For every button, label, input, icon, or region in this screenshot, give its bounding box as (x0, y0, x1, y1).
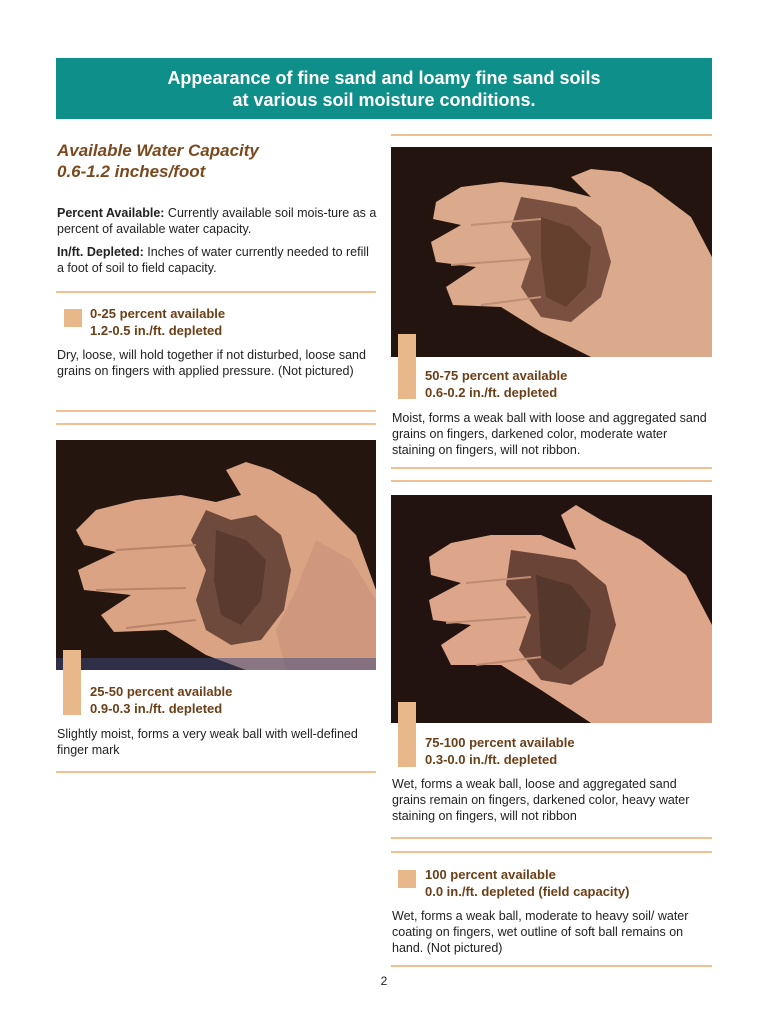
divider (391, 134, 712, 136)
section-heading-100 (425, 866, 710, 900)
section-heading-0-25 (90, 305, 370, 339)
divider (391, 965, 712, 967)
divider (56, 771, 376, 773)
in-ft-depleted: 0.9-0.3 in./ft. depleted (90, 701, 223, 716)
percent-available: 0-25 percent available (90, 306, 226, 321)
page-number: 2 (380, 974, 388, 988)
definition-percent-available (57, 205, 379, 237)
divider (391, 837, 712, 839)
percent-available: 100 percent available (425, 867, 556, 882)
section-description-100: Wet, forms a weak ball, moderate to heavy soil/ water coating on fingers, wet outline of soft ball remains on hand. (Not pictured) (392, 909, 689, 955)
hand-illustration (56, 440, 376, 670)
percent-available: 75-100 percent available (425, 735, 575, 750)
section-marker (398, 870, 416, 888)
section-marker (398, 702, 416, 767)
section-description-50-75: Moist, forms a weak ball with loose and aggregated sand grains on fingers, darkened color, moderate water staining on fingers, will not ribbon. (392, 411, 707, 457)
definition-text: Currently available soil mois-ture as a percent of available water capacity. (57, 206, 377, 236)
capacity-value: 0.6-1.2 inches/foot (57, 162, 206, 181)
section-heading-25-50 (90, 683, 370, 717)
hand-soil-photo-25-50 (56, 440, 376, 670)
definition-text: Inches of water currently needed to refill a foot of soil to field capacity. (57, 245, 369, 275)
definition-in-ft-depleted (57, 244, 379, 276)
hand-soil-photo-75-100 (391, 495, 712, 723)
title-line-2: at various soil moisture conditions. (232, 90, 536, 110)
in-ft-depleted: 0.6-0.2 in./ft. depleted (425, 385, 558, 400)
divider (56, 291, 376, 293)
title-line-1: Appearance of fine sand and loamy fine sand soils (167, 68, 601, 88)
section-marker (63, 650, 81, 715)
section-description-75-100: Wet, forms a weak ball, loose and aggregated sand grains remain on fingers, darkened color, heavy water staining on fingers, will not ribbon (392, 777, 690, 823)
divider (56, 423, 376, 425)
section-description-25-50: Slightly moist, forms a very weak ball with well-defined finger mark (57, 727, 358, 757)
percent-available: 25-50 percent available (90, 684, 233, 699)
hand-illustration (391, 495, 712, 723)
divider (391, 467, 712, 469)
divider (391, 851, 712, 853)
title-banner (56, 58, 712, 119)
divider (56, 410, 376, 412)
percent-available: 50-75 percent available (425, 368, 568, 383)
in-ft-depleted: 0.3-0.0 in./ft. depleted (425, 752, 558, 767)
divider (391, 480, 712, 482)
capacity-heading (57, 140, 367, 182)
in-ft-depleted: 0.0 in./ft. depleted (field capacity) (425, 884, 630, 899)
hand-illustration (391, 147, 712, 357)
section-marker (398, 334, 416, 399)
section-marker (64, 309, 82, 327)
capacity-title: Available Water Capacity (57, 141, 259, 160)
definition-term: Percent Available: (57, 206, 165, 220)
in-ft-depleted: 1.2-0.5 in./ft. depleted (90, 323, 223, 338)
section-heading-75-100 (425, 734, 710, 768)
definition-term: In/ft. Depleted: (57, 245, 144, 259)
section-description-0-25: Dry, loose, will hold together if not disturbed, loose sand grains on fingers with applied pressure. (Not pictured) (57, 348, 366, 378)
section-heading-50-75 (425, 367, 710, 401)
hand-soil-photo-50-75 (391, 147, 712, 357)
